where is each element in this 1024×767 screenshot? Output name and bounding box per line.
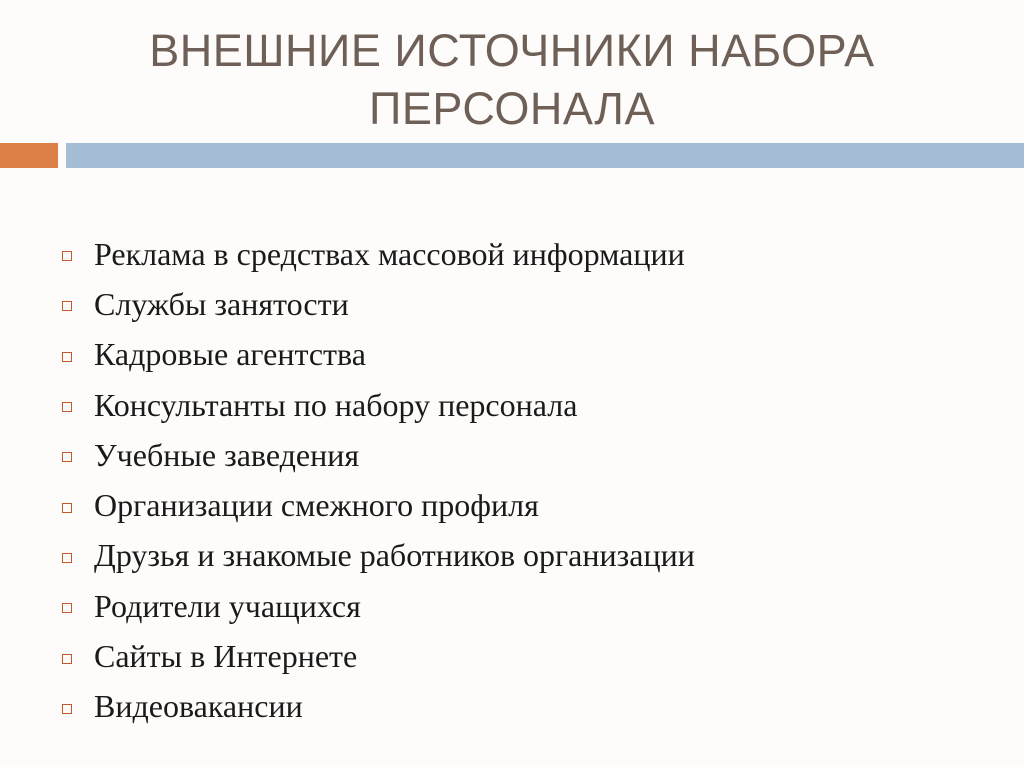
list-item-text: Организации смежного профиля xyxy=(94,487,539,524)
list-item xyxy=(62,229,695,279)
list-item-text: Сайты в Интернете xyxy=(94,638,358,675)
list-item xyxy=(62,631,695,681)
list-item xyxy=(62,430,695,480)
hollow-square-icon xyxy=(62,553,72,563)
slide-title-line-2: ПЕРСОНАЛА xyxy=(369,83,655,134)
list-item-text: Родители учащихся xyxy=(94,587,361,624)
slide-title-line-1: ВНЕШНИЕ ИСТОЧНИКИ НАБОРА xyxy=(149,25,875,76)
list-item xyxy=(62,279,695,329)
bullet-list xyxy=(62,229,695,732)
title-divider-band xyxy=(66,143,1024,168)
hollow-square-icon xyxy=(62,251,72,261)
hollow-square-icon xyxy=(62,452,72,462)
list-item xyxy=(62,682,695,732)
hollow-square-icon xyxy=(62,352,72,362)
accent-band xyxy=(0,143,58,168)
list-item-text: Реклама в средствах массовой информации xyxy=(94,235,685,272)
list-item-text: Друзья и знакомые работников организации xyxy=(94,537,695,574)
list-item xyxy=(62,380,695,430)
hollow-square-icon xyxy=(62,603,72,613)
list-item-text: Учебные заведения xyxy=(94,436,360,473)
hollow-square-icon xyxy=(62,402,72,412)
list-item-text: Кадровые агентства xyxy=(94,336,366,373)
list-item-text: Службы занятости xyxy=(94,285,349,322)
hollow-square-icon xyxy=(62,654,72,664)
slide-title xyxy=(0,22,1024,138)
list-item xyxy=(62,480,695,530)
hollow-square-icon xyxy=(62,503,72,513)
list-item-text: Консультанты по набору персонала xyxy=(94,386,578,423)
hollow-square-icon xyxy=(62,704,72,714)
hollow-square-icon xyxy=(62,301,72,311)
list-item xyxy=(62,531,695,581)
list-item-text: Видеовакансии xyxy=(94,688,303,725)
list-item xyxy=(62,581,695,631)
list-item xyxy=(62,330,695,380)
